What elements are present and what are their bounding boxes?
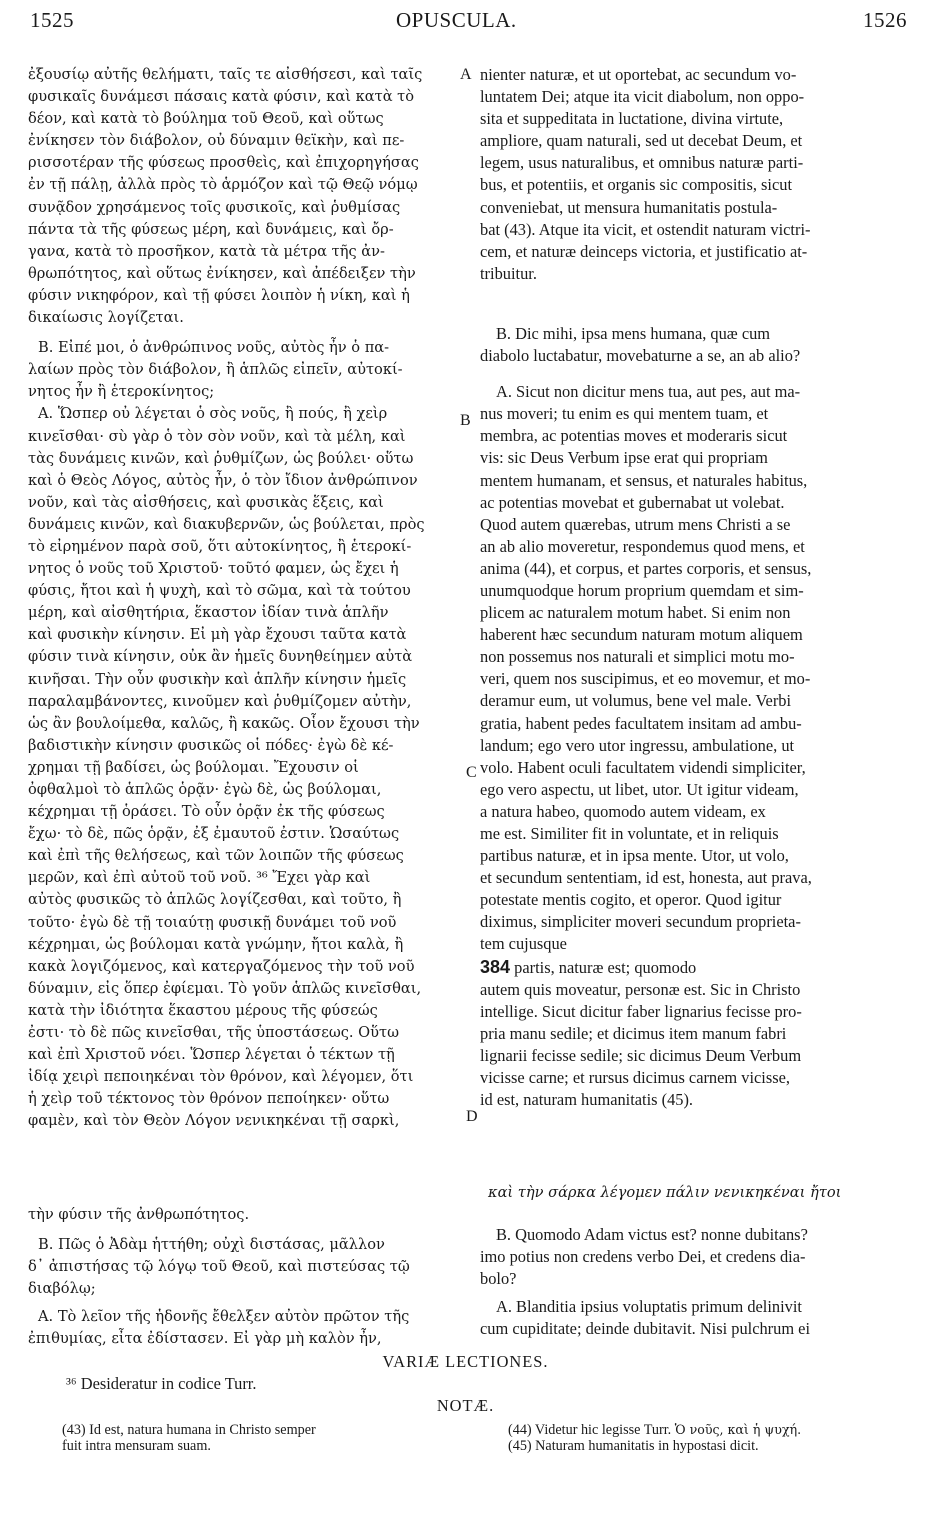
latin-column-lower — [480, 1224, 904, 1340]
greek-paragraph: Α. Τὸ λεῖον τῆς ἡδονῆς ἔθελξεν αὐτὸν πρῶτον τῆς ἐπιθυμίας, εἶτα ἐδίστασεν. Εἰ γὰρ μὴ καλὸν ἦν, — [28, 1308, 410, 1348]
latin-text: partis, naturæ est; quomodo autem quis moveatur, personæ est. Sic in Christo intellige. Sicut dicitur faber lignarius fecisse pro- pria manu sedile; et dicimus item manum fabri lignarii fecisse sedile; sic dicimus Deum Verbum vicisse carne; et rursus dicimus carnem vicisse, id est, naturam humanitatis (45). — [480, 957, 802, 1110]
greek-column-lower — [28, 1204, 456, 1351]
latin-paragraph: B. Quomodo Adam victus est? nonne dubitans? imo potius non credens verbo Dei, et credens dia- bolo? — [480, 1225, 808, 1289]
margin-letter-c: C — [466, 764, 477, 781]
margin-letter-d: D — [466, 1108, 478, 1125]
footnote-44 — [508, 1422, 908, 1438]
footnote-45: (45) Naturam humanitatis in hypostasi dicit. — [508, 1438, 759, 1454]
latin-paragraph: nienter naturæ, et ut oportebat, ac secundum vo- luntatem Dei; atque ita vicit diabolum, non oppo- sita et suppeditata in luctatione, divina virtute, ampliore, quam naturali, sed ut decebat Deum, et legem, usus naturalibus, et omnibus naturæ parti- bus, et potentiis, et organis sic compositis, sicut conveniebat, ut mensura humanitatis postula- bat (43). Atque ita vicit, et ostendit naturam victri- cem, et naturæ deinceps victoria, et justificatio at- tribuitur. — [480, 65, 811, 283]
greek-column — [28, 64, 456, 1133]
greek-paragraph: ἐξουσίῳ αὐτῆς θελήματι, ταῖς τε αἰσθήσεσι, καὶ ταῖς φυσικαῖς δυνάμεσι πάσαις κατὰ φύσιν, καὶ κατὰ τὸ δέον, καὶ κατὰ τὸ βούλημα τοῦ Θεοῦ, καὶ οὕτως ἐνίκησεν τὸν διάβολον, οὐ δύναμιν θεϊκὴν, καὶ πε- ρισσοτέραν τῆς φύσεως προσθεὶς, καὶ ἐπιχορηγήσας ἐν τῇ πάλῃ, ἀλλὰ πρὸς τὸ ἁρμόζον καὶ τῷ Θεῷ νόμῳ συνᾷδον χρησάμενος τοῖς φυσικοῖς, καὶ ῥυθμίσας πάντα τὰ τῆς φύσεως μέρη, καὶ δυνάμεις, καὶ ὄρ- γανα, κατὰ τὸ προσῆκον, κατὰ τὰ μέτρα τῆς ἀν- θρωπότητος, καὶ οὕτως ἐνίκησεν, καὶ ἀπέδειξεν τὴν φύσιν νικηφόρον, καὶ τῇ φύσει λοιπὸν ἡ νίκη, καὶ ἡ δικαίωσις λογίζεται. — [28, 66, 423, 327]
margin-letter-b: B — [460, 412, 471, 429]
greek-paragraph: τὴν φύσιν τῆς ἀνθρωπότητος. — [28, 1206, 250, 1223]
latin-paragraph: A. Sicut non dicitur mens tua, aut pes, aut ma- nus moveri; tu enim es qui mentem tuam, et membra, ac potentias moves et moderaris sicut vis: sic Deus Verbum ipse erat qui propriam mentem humanam, et sensus, et naturales habitus, ac potentias movebat et gubernabat ut volebat. Quod autem quærebas, utrum mens Christi a se an ab alio moveretur, respondemus quod mens, et anima (44), et corpus, et partes corporis, et sensus, unumquodque horum proprium quemdam et sim- plicem ac naturalem motum habet. Si enim non haberent hæc secundum naturam motum aliquem non possemus nos naturali et simplici motu mo- veri, quem nos suscipimus, et eo movemur, et mo- deramur eum, ut volumus, bene vel male. Verbi gratia, habent pedes facultatem insitam ad ambu- landum; ego vero utor ingressu, ambulatione, ut volo. Habent oculi facultatem videndi simpliciter, ego vero aspectu, ut libet, utor. Ut igitur videam, a natura habeo, quomodo autem videam, ex me est. Similiter fit in voluntate, et in reliquis partibus naturæ, et in ipsa mente. Utor, ut volo, et secundum sententiam, id est, honesta, aut prava, potestate mentis cogito, et operor. Quod igitur diximus, simpliciter moveri secundum proprieta- tem cujusque — [480, 382, 812, 954]
footnote-44-greek: Ὁ νοῦς, καὶ ἡ ψυχή. — [674, 1422, 802, 1437]
latin-paragraph: B. Dic mihi, ipsa mens humana, quæ cum diabolo luctabatur, movebaturne a se, an ab alio? — [480, 323, 801, 366]
right-page-number: 1526 — [863, 8, 907, 32]
footnote-43: (43) Id est, natura humana in Christo semper fuit intra mensuram suam. — [62, 1422, 316, 1454]
margin-letter-a: A — [460, 66, 472, 83]
page-mark-384: 384 — [480, 956, 511, 977]
greek-paragraph: Β. Πῶς ὁ Ἀδὰμ ἡττήθη; οὐχὶ διστάσας, μᾶλλον δ᾽ ἀπιστήσας τῷ λόγῳ τοῦ Θεοῦ, καὶ πιστεύσας τῷ διαβόλῳ; — [28, 1236, 410, 1298]
variae-lectiones-heading: VARIÆ LECTIONES. — [382, 1352, 549, 1371]
latin-paragraph-continued — [480, 956, 904, 1112]
latin-paragraph: A. Blanditia ipsius voluptatis primum delinivit cum cupiditate; deinde dubitavit. Nisi pulchrum ei — [480, 1297, 811, 1339]
notae-heading: NOTÆ. — [436, 1396, 495, 1415]
latin-column — [480, 64, 904, 1111]
greek-paragraph: Α. Ὥσπερ οὐ λέγεται ὁ σὸς νοῦς, ἢ πούς, ἢ χεὶρ κινεῖσθαι· σὺ γὰρ ὁ τὸν σὸν νοῦν, καὶ τὰ μέλη, καὶ τὰς δυνάμεις κινῶν, καὶ ῥυθμίζων, ὡς βούλει· οὕτω καὶ ὁ Θεὸς Λόγος, αὐτὸς ἦν, ὁ τὸν ἴδιον ἀνθρώπινον νοῦν, καὶ τὰς αἰσθήσεις, καὶ φυσικὰς ἕξεις, καὶ δυνάμεις κινῶν, καὶ διακυβερνῶν, ὡς βούλεται, πρὸς τὸ εἰρημένον παρὰ σοῦ, ὅτι αὐτοκίνητος, ἢ ἑτεροκί- νητος ὁ νοῦς τοῦ Χριστοῦ· τοῦτό φαμεν, ὡς ἔχει ἡ φύσις, ἤτοι καὶ ἡ ψυχὴ, καὶ τὸ σῶμα, καὶ τὰ τούτου μέρη, καὶ αἰσθητήρια, ἕκαστον ἰδίαν τινὰ ἁπλῆν καὶ φυσικὴν κίνησιν. Εἰ μὴ γὰρ ἔχουσι ταῦτα κατὰ φύσιν τινὰ κίνησιν, οὐκ ἂν ἡμεῖς δυνηθείημεν αὐτὰ κινῆσαι. Τὴν οὖν φυσικὴν καὶ ἁπλῆν κίνησιν ἡμεῖς παραλαμβάνοντες, κινοῦμεν καὶ ῥυθμίζομεν αὐτὴν, ὡς ἂν βουλοίμεθα, καλῶς, ἢ κακῶς. Οἷον ἔχουσι τὴν βαδιστικὴν κίνησιν φυσικῶς οἱ πόδες· ἐγὼ δὲ κέ- χρημαι τῇ βαδίσει, ὡς βούλομαι. Ἔχουσιν οἱ ὀφθαλμοὶ τὸ ἁπλῶς ὁρᾷν· ἐγὼ δὲ, ὡς βούλομαι, κέχρημαι τῇ ὁράσει. Τὸ οὖν ὁρᾷν ἐκ τῆς φύσεως ἔχω· τὸ δὲ, πῶς ὁρᾷν, ἐξ ἐμαυτοῦ ἐστιν. Ὡσαύτως καὶ ἐπὶ τῆς θελήσεως, καὶ τῶν λοιπῶν τῆς φύσεως μερῶν, καὶ ἐπὶ αὐτοῦ τοῦ νοῦ. ³⁶ Ἔχει γὰρ καὶ αὐτὸς φυσικῶς τὸ ἁπλῶς λογίζεσθαι, καὶ τοῦτο, ἢ τοῦτο· ἐγὼ δὲ τῇ τοιαύτῃ φυσικῇ δυνάμει τοῦ νοῦ κέχρημαι, ὡς βούλομαι κατὰ γνώμην, ἤτοι καλὰ, ἢ κακὰ λογιζόμενος, καὶ κατεργαζόμενος τὴν τοῦ νοῦ δύναμιν, εἰς ὅπερ ἐφίεμαι. Τὸ γοῦν ἁπλῶς κινεῖσθαι, κατὰ τὴν ἰδιότητα ἕκαστου μέρους τῆς φύσεώς ἐστι· τὸ δὲ πῶς κινεῖσθαι, τῆς ὑποστάσεως. Οὕτω καὶ ἐπὶ Χριστοῦ νόει. Ὥσπερ λέγεται ὁ τέκτων τῇ ἰδίᾳ χειρὶ πεποιηκέναι τὸν θρόνον, καὶ λέγομεν, ὅτι ἡ χεὶρ τοῦ τέκτονος τὸν θρόνον πεποίηκεν· οὕτω φαμὲν, καὶ τὸν Θεὸν Λόγον νενικηκέναι τῇ σαρκὶ, — [28, 405, 425, 1130]
footnote-44-text: (44) Videtur hic legisse Turr. — [508, 1422, 672, 1438]
variant-note-36: ³⁶ Desideratur in codice Turr. — [66, 1374, 257, 1393]
running-title: OPUSCULA. — [396, 8, 517, 32]
greek-paragraph: Β. Εἰπέ μοι, ὁ ἀνθρώπινος νοῦς, αὐτὸς ἦν ὁ πα- λαίων πρὸς τὸν διάβολον, ἢ ἁπλῶς εἰπεῖν, αὐτοκί- νητος ἦν ἢ ἑτεροκίνητος; — [28, 339, 403, 401]
left-page-number: 1525 — [30, 8, 74, 32]
greek-spanning-text: καὶ τὴν σάρκα λέγομεν πάλιν νενικηκέναι ἤτοι — [488, 1184, 842, 1201]
